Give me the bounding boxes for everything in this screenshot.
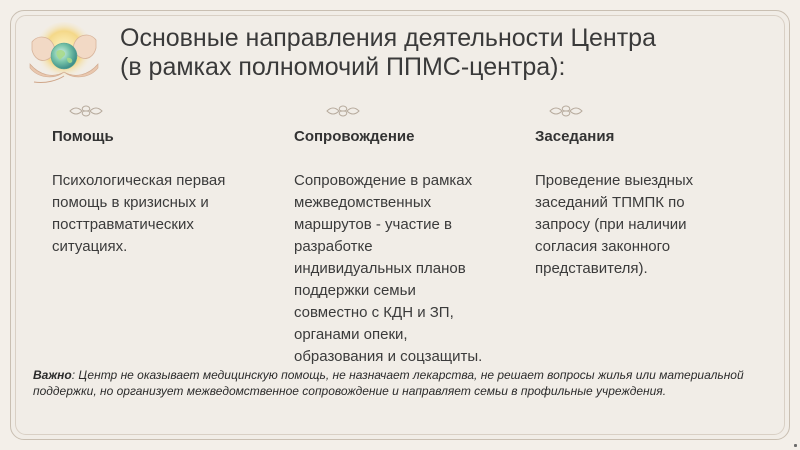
note-text: : Центр не оказывает медицинскую помощь, не назначает лекарства, не решает вопросы жилья или материальной поддержки, но организует межведомственное сопровождение и направляет семьи в профильные учреждения. — [33, 368, 744, 398]
column-help — [52, 128, 267, 258]
title-line-1: Основные направления деятельности Центра — [120, 24, 656, 52]
column-text: Проведение выездных заседаний ТПМПК по запросу (при наличии согласия законного представителя). — [535, 172, 694, 277]
column-text: Сопровождение в рамках межведомственных маршрутов - участие в разработке индивидуальных планов поддержки семьи совместно с КДН и ЗП, органами опеки, образования и соцзащиты. — [294, 172, 483, 365]
logo-icon — [24, 20, 104, 88]
ornament-icon — [323, 104, 363, 118]
column-heading: Заседания — [535, 128, 615, 145]
corner-mark — [794, 444, 797, 447]
important-note — [33, 367, 773, 399]
column-meetings — [535, 128, 735, 280]
column-heading: Помощь — [52, 128, 114, 145]
column-text: Психологическая первая помощь в кризисных и посттравматических ситуациях. — [52, 172, 226, 255]
column-heading: Сопровождение — [294, 128, 415, 145]
title-line-2: (в рамках полномочий ППМС-центра): — [120, 53, 566, 81]
ornament-icon — [66, 104, 106, 118]
page-title — [120, 24, 760, 82]
ornament-icon — [546, 104, 586, 118]
note-label: Важно — [33, 368, 72, 382]
column-support — [294, 128, 519, 368]
